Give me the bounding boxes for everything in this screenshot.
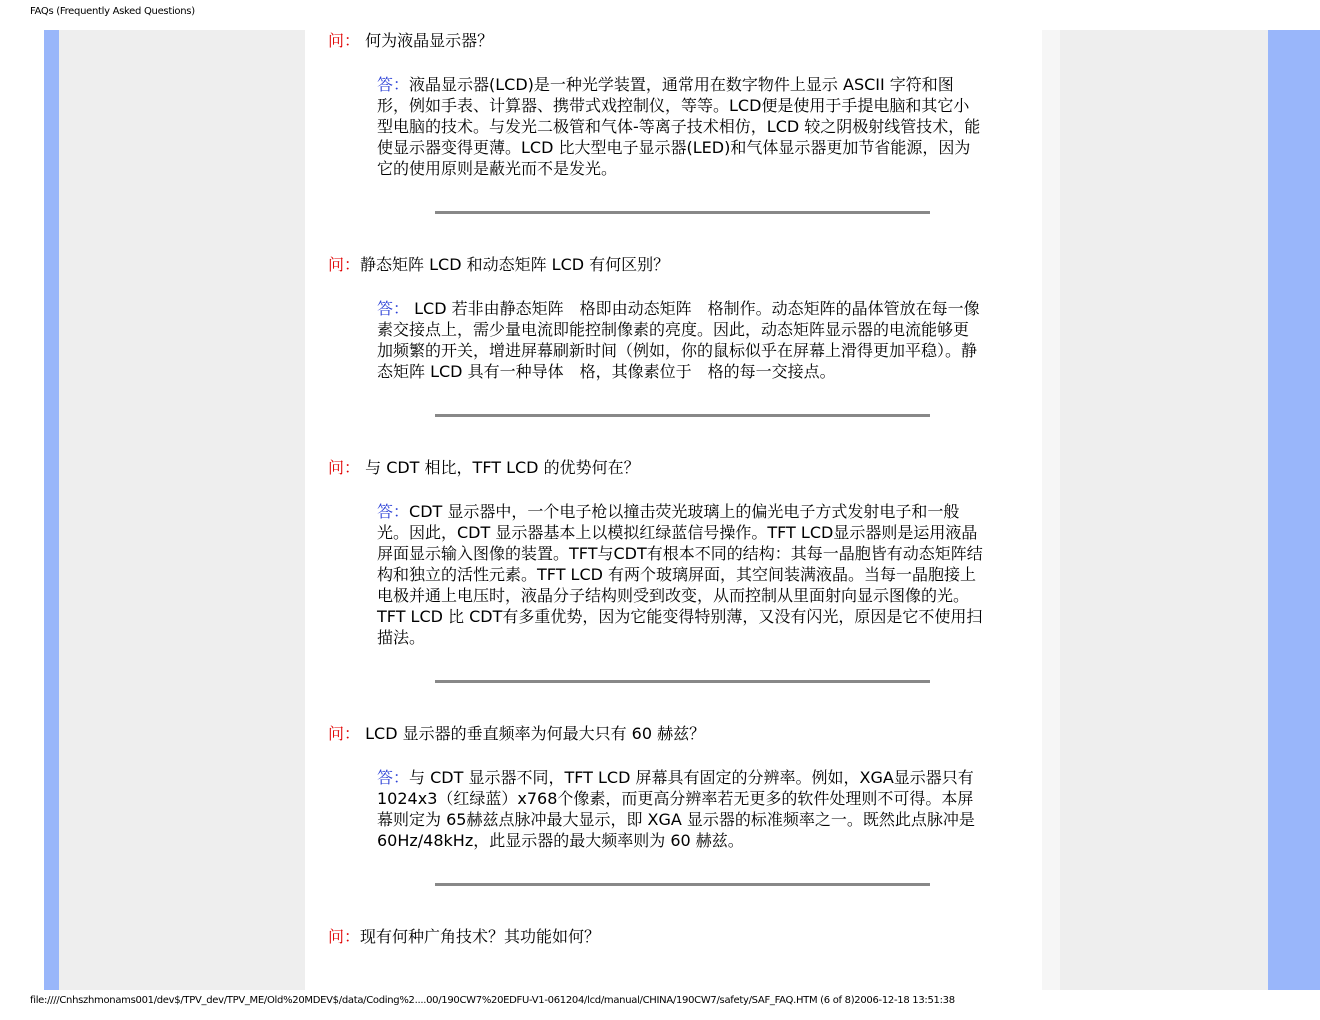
question-label: 问： (328, 255, 361, 274)
faq-question (328, 254, 1038, 276)
horizontal-divider (435, 883, 930, 886)
faq-item (328, 30, 1038, 214)
answer-label: 答： (377, 768, 410, 787)
page-header-title: FAQs (Frequently Asked Questions) (30, 6, 195, 17)
right-light-gray-panel (1042, 30, 1060, 990)
answer-label: 答： (377, 75, 410, 94)
question-label: 问： (328, 724, 361, 743)
horizontal-divider (435, 211, 930, 214)
faq-question (328, 457, 1038, 479)
faq-question (328, 30, 1038, 52)
answer-text: LCD 若非由静态矩阵 格即由动态矩阵 格制作。动态矩阵的晶体管放在每一像素交接点上，需少量电流即能控制像素的亮度。因此，动态矩阵显示器的电流能够更加频繁的开关，增进屏幕刷新时间（例如，你的鼠标似乎在屏幕上滑得更加平稳）。静态矩阵 LCD 具有一种导体 格，其像素位于 格的每一交接点。 (377, 299, 980, 381)
answer-label: 答： (377, 299, 410, 318)
horizontal-divider (435, 680, 930, 683)
footer-file-path: file:////Cnhszhmonams001/dev$/TPV_dev/TPV_ME/Old%20MDEV$/data/Coding%2....00/190CW7%20EDFU-V1-061204/lcd/manual/CHINA/190CW7/safety/SAF_FAQ.HTM (6 of 8)2006-12-18 13:51:38 (30, 995, 955, 1006)
faq-item (328, 254, 1038, 417)
faq-question (328, 926, 1038, 948)
faq-answer (377, 767, 984, 851)
right-gray-panel (1060, 30, 1268, 990)
answer-label: 答： (377, 502, 410, 521)
faq-answer (377, 501, 984, 648)
question-label: 问： (328, 927, 361, 946)
faq-question (328, 723, 1038, 745)
left-blue-stripe (44, 30, 59, 990)
answer-text: CDT 显示器中，一个电子枪以撞击荧光玻璃上的偏光电子方式发射电子和一般 光。因此，CDT 显示器基本上以模拟红绿蓝信号操作。TFT LCD显示器则是运用液晶屏面显示输入图像的装置。TFT与CDT有根本不同的结构：其每一晶胞皆有动态矩阵结构和独立的活性元素。TFT LCD 有两个玻璃屏面，其空间装满液晶。当每一晶胞接上电极并通上电压时，液晶分子结构则受到改变，从而控制从里面射向显示图像的光。TFT LCD 比 CDT有多重优势，因为它能变得特别薄，又没有闪光，原因是它不使用扫描法。 (377, 502, 983, 647)
question-label: 问： (328, 458, 361, 477)
faq-item (328, 723, 1038, 886)
question-text: 现有何种广角技术？其功能如何？ (360, 927, 601, 946)
question-text: 与 CDT 相比，TFT LCD 的优势何在？ (360, 458, 640, 477)
right-blue-stripe (1268, 30, 1320, 990)
faq-answer (377, 74, 984, 179)
question-text: 何为液晶显示器？ (360, 31, 494, 50)
faq-answer (377, 298, 984, 382)
horizontal-divider (435, 414, 930, 417)
answer-text: 与 CDT 显示器不同，TFT LCD 屏幕具有固定的分辨率。例如，XGA显示器只有1024x3（红绿蓝）x768个像素，而更高分辨率若无更多的软件处理则不可得。本屏幕则定为 65赫兹点脉冲最大显示，即 XGA 显示器的标准频率之一。既然此点脉冲是 60Hz/48kHz，此显示器的最大频率则为 60 赫兹。 (377, 768, 975, 850)
faq-item (328, 926, 1038, 948)
faq-item (328, 457, 1038, 683)
left-gray-panel (59, 30, 305, 990)
faq-content (328, 30, 1038, 948)
question-text: 静态矩阵 LCD 和动态矩阵 LCD 有何区别？ (360, 255, 670, 274)
answer-text: 液晶显示器(LCD)是一种光学装置，通常用在数字物件上显示 ASCII 字符和图形，例如手表、计算器、携带式戏控制仪，等等。LCD便是使用于手提电脑和其它小型电脑的技术。与发光二极管和气体-等离子技术相仿，LCD 较之阴极射线管技术，能使显示器变得更薄。LCD 比大型电子显示器(LED)和气体显示器更加节省能源，因为它的使用原则是蔽光而不是发光。 (377, 75, 981, 178)
question-text: LCD 显示器的垂直频率为何最大只有 60 赫兹？ (360, 724, 706, 743)
question-label: 问： (328, 31, 361, 50)
